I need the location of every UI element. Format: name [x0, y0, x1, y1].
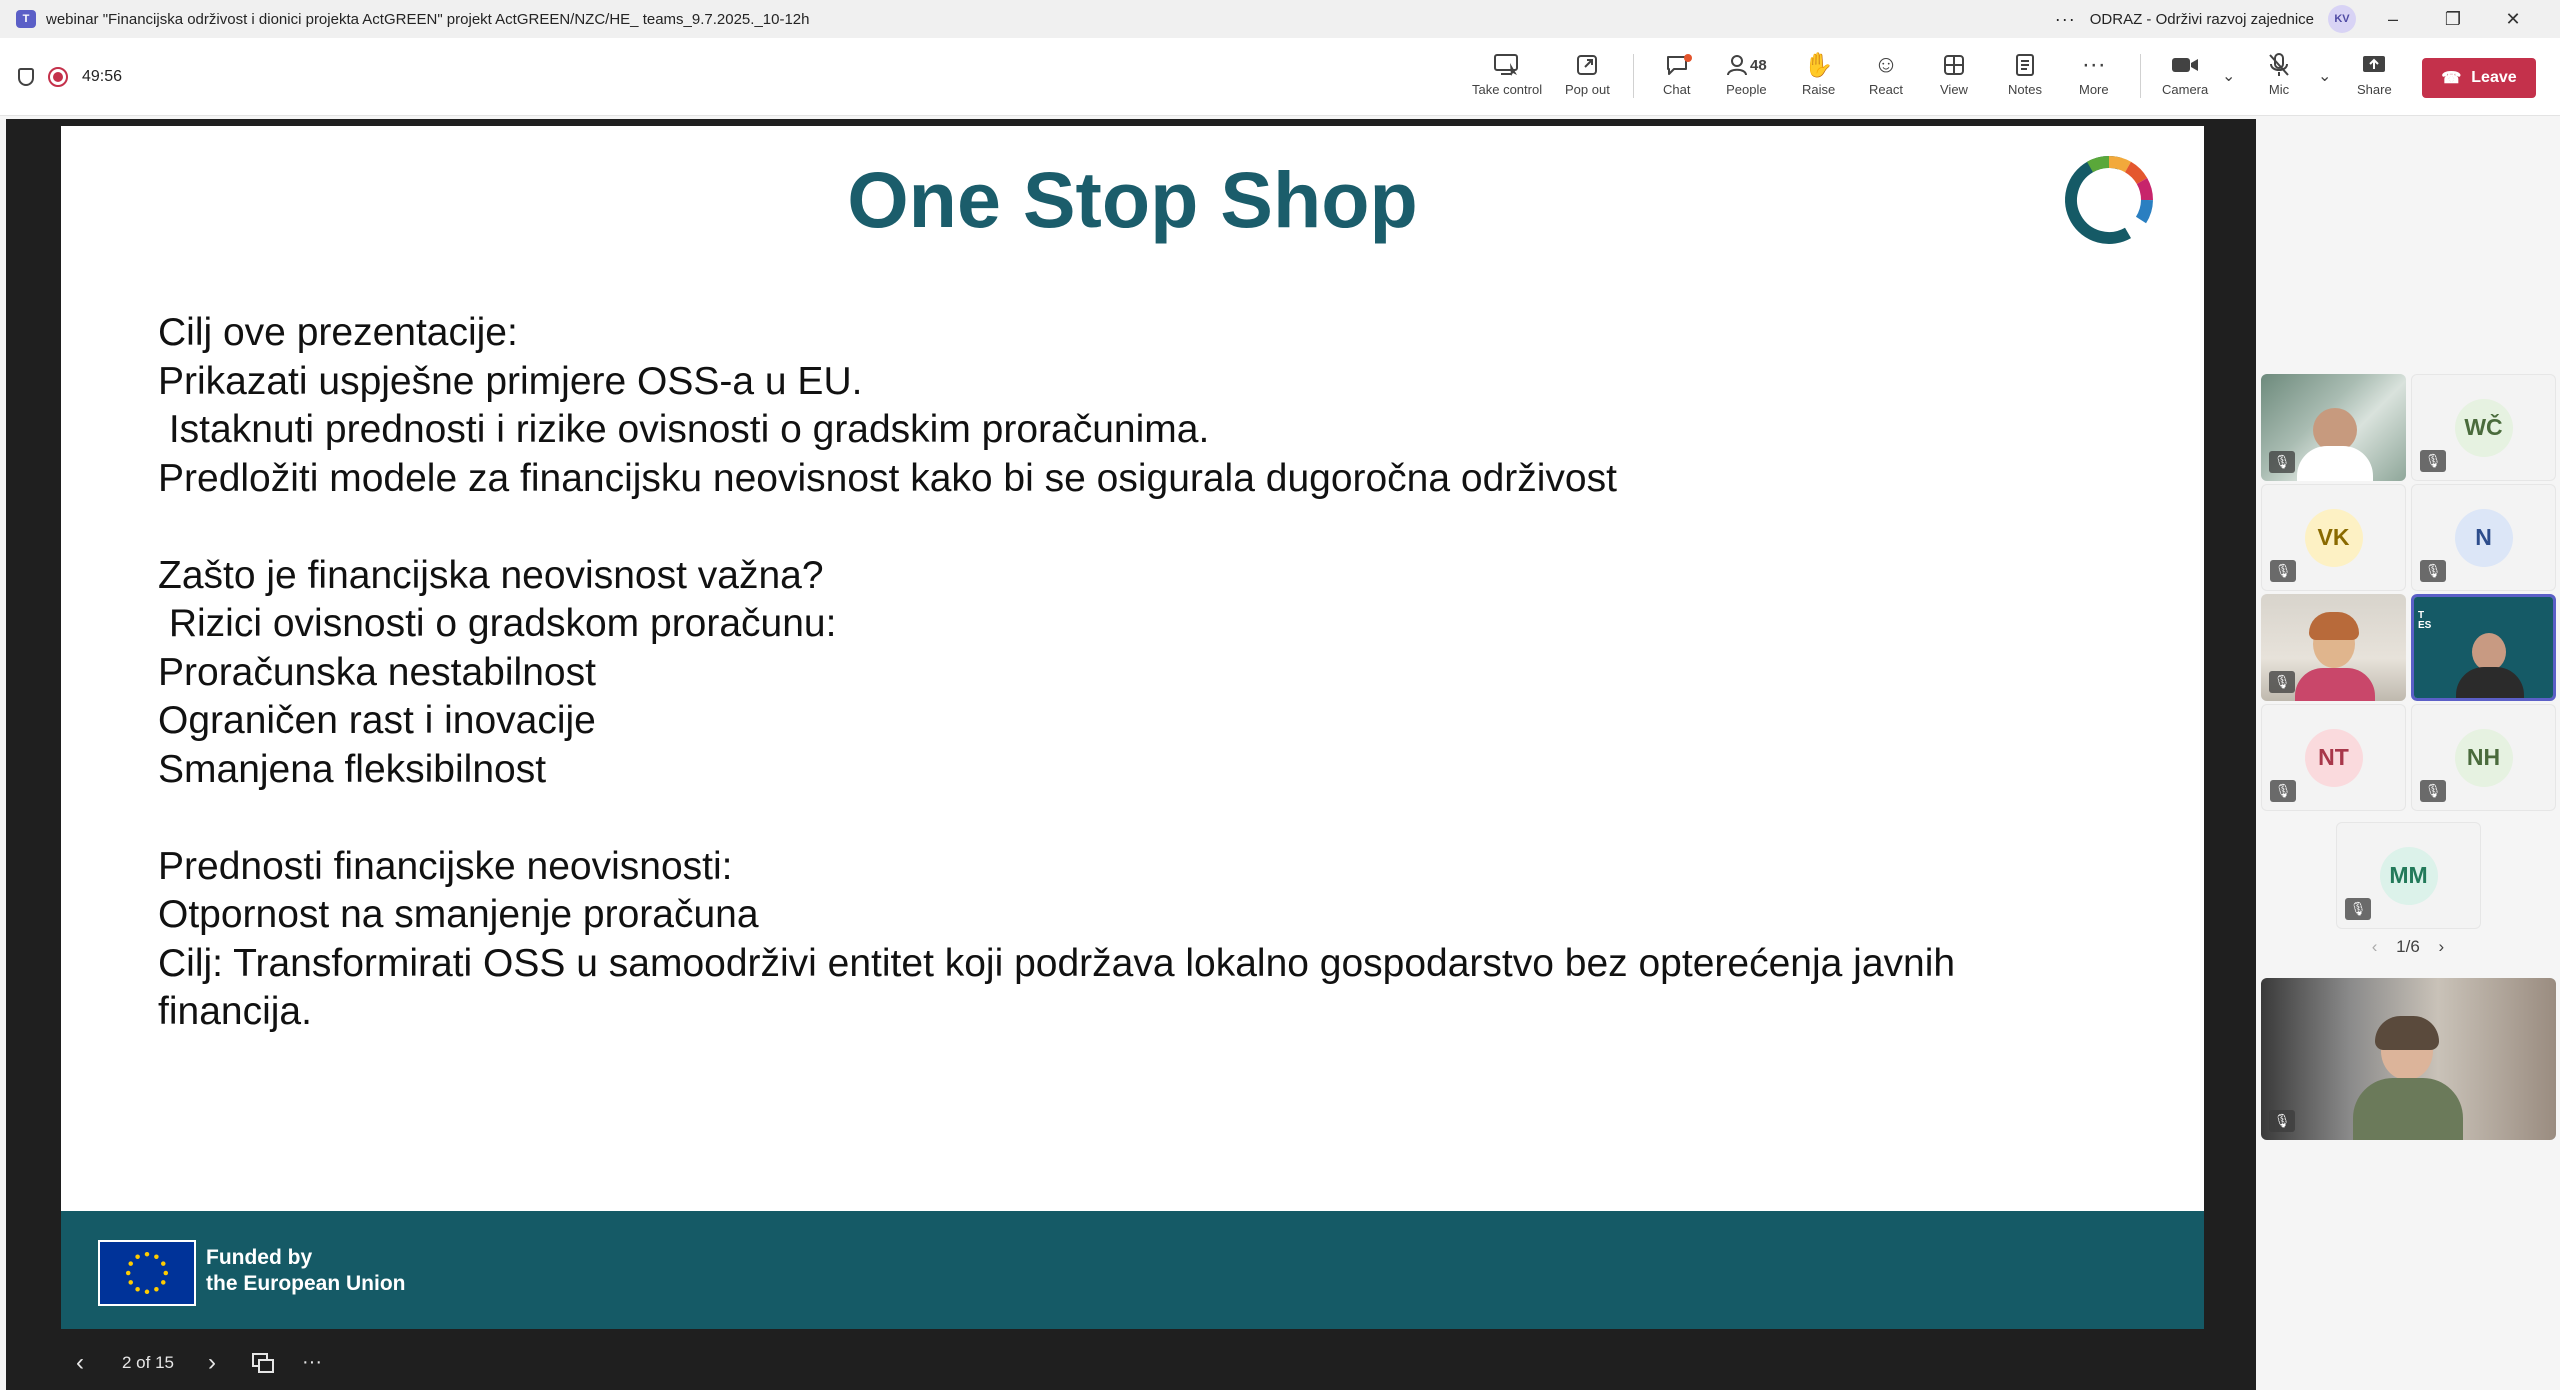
participant-avatar: N	[2455, 509, 2513, 567]
next-page-icon[interactable]: ›	[2438, 937, 2445, 956]
account-avatar[interactable]: KV	[2328, 5, 2356, 33]
participant-video-1[interactable]	[2261, 374, 2406, 481]
self-view-video[interactable]	[2261, 978, 2556, 1140]
muted-mic-icon: 🎙	[2270, 780, 2296, 802]
muted-mic-icon: 🎙	[2420, 780, 2446, 802]
participant-wc[interactable]	[2411, 374, 2556, 481]
slide-body	[158, 309, 2148, 1037]
mic-label: Mic	[2268, 82, 2290, 97]
participant-avatar: NH	[2455, 729, 2513, 787]
share-icon	[2361, 48, 2387, 82]
slide-text-line: Otpornost na smanjenje proračuna	[158, 893, 759, 936]
slide-text-line: Cilj: Transformirati OSS u samoodrživi entitet koji podržava lokalno gospodarstvo bez opterećenja javnih	[158, 941, 1956, 985]
eu-star	[126, 1271, 131, 1276]
participant-avatar: NT	[2305, 729, 2363, 787]
participant-avatar: MM	[2380, 847, 2438, 905]
slide-text-line: financija.	[158, 990, 312, 1033]
meeting-timer: 49:56	[82, 68, 123, 85]
eu-star	[128, 1261, 133, 1266]
slide-text-line: Prednosti financijske neovisnosti:	[158, 844, 733, 888]
mic-button[interactable]	[2267, 48, 2291, 97]
more-button[interactable]	[2079, 48, 2109, 97]
slide-counter: 2 of 15	[122, 1352, 174, 1372]
participant-video-2[interactable]	[2261, 594, 2406, 701]
chat-label: Chat	[1663, 82, 1691, 97]
funded-line-2: the European Union	[206, 1272, 406, 1295]
react-label: React	[1869, 82, 1903, 97]
participant-nh[interactable]	[2411, 704, 2556, 811]
slide-text-line: Istaknuti prednosti i rizike ovisnosti o gradskim proračunima.	[158, 408, 1210, 451]
camera-button[interactable]	[2162, 48, 2208, 97]
participant-avatar: VK	[2305, 509, 2363, 567]
more-label: More	[2079, 82, 2109, 97]
slide-text-line: Rizici ovisnosti o gradskom proračunu:	[158, 602, 837, 645]
eu-flag-icon	[98, 1240, 196, 1306]
raise-hand-button[interactable]	[1802, 48, 1835, 97]
participant-avatar: WČ	[2455, 399, 2513, 457]
eu-star	[128, 1280, 133, 1285]
take-control-label: Take control	[1472, 82, 1543, 97]
muted-mic-icon: 🎙	[2345, 898, 2371, 920]
slide-text-line: Smanjena fleksibilnost	[158, 747, 547, 791]
slide-navigation-bar	[6, 1335, 2256, 1390]
teams-app-icon: T	[16, 10, 36, 28]
raise-label: Raise	[1802, 82, 1836, 97]
participant-video-presenter[interactable]: T ES	[2411, 594, 2556, 701]
slide-text-line: Ograničen rast i inovacije	[158, 699, 596, 742]
slide-blank-line	[158, 794, 2148, 843]
toolbar-divider	[2140, 54, 2141, 98]
eu-star	[135, 1254, 140, 1259]
slide-grid-icon[interactable]	[252, 1353, 274, 1373]
chat-icon	[1664, 48, 1690, 82]
slide-more-options-icon[interactable]: ···	[302, 1351, 322, 1373]
more-options-icon[interactable]: ···	[2054, 8, 2076, 29]
react-button[interactable]	[1869, 48, 1903, 97]
slide-text-line: Zašto je financijska neovisnost važna?	[158, 553, 824, 597]
take-control-button[interactable]	[1472, 48, 1542, 97]
ellipsis-icon: ···	[2081, 51, 2106, 78]
slide-title: One Stop Shop	[847, 155, 1418, 244]
circular-logo-icon	[2059, 150, 2159, 250]
muted-mic-icon: 🎙	[2270, 560, 2296, 582]
window-title: webinar "Financijska održivost i dionici projekta ActGREEN" projekt ActGREEN/NZC/HE_ teams_9.7.2025._10-12h	[46, 10, 810, 28]
people-icon	[1726, 48, 1767, 82]
shield-icon[interactable]	[18, 68, 34, 86]
presentation-slide	[61, 126, 2204, 1329]
toolbar-divider	[1633, 54, 1634, 98]
eu-star	[145, 1290, 150, 1295]
eu-star	[154, 1254, 159, 1259]
notes-icon	[2014, 48, 2036, 82]
people-label: People	[1726, 82, 1767, 97]
muted-mic-icon: 🎙	[2420, 560, 2446, 582]
slide-text-line: Cilj ove prezentacije:	[158, 311, 518, 354]
grid-view-icon	[1942, 48, 1966, 82]
share-label: Share	[2357, 82, 2392, 97]
camera-options-chevron-icon[interactable]: ⌄	[2222, 68, 2236, 85]
slide-footer	[61, 1211, 2204, 1329]
meeting-toolbar	[0, 38, 2560, 116]
close-icon[interactable]: ✕	[2505, 8, 2521, 29]
muted-mic-icon: 🎙	[2269, 451, 2295, 473]
previous-slide-icon[interactable]: ‹	[76, 1348, 84, 1376]
chat-button[interactable]	[1663, 48, 1690, 97]
recording-icon	[48, 67, 68, 87]
smiley-icon: ☺	[1873, 51, 1899, 78]
next-slide-icon[interactable]: ›	[208, 1348, 216, 1376]
screen-cursor-icon	[1493, 48, 1521, 82]
view-label: View	[1940, 82, 1968, 97]
eu-star	[161, 1261, 166, 1266]
minimize-icon[interactable]: –	[2387, 8, 2398, 29]
account-name[interactable]: ODRAZ - Održivi razvoj zajednice	[2089, 10, 2314, 28]
muted-mic-icon: 🎙	[2269, 1110, 2295, 1132]
slide-text-line: Proračunska nestabilnost	[158, 650, 596, 694]
pop-out-label: Pop out	[1565, 82, 1610, 97]
hand-icon: ✋	[1803, 51, 1834, 79]
shared-content-stage	[6, 119, 2256, 1390]
eu-star	[145, 1252, 150, 1257]
slide-blank-line	[158, 503, 2148, 552]
eu-star	[154, 1287, 159, 1292]
participant-page-indicator: 1/6	[2396, 937, 2420, 956]
share-button[interactable]	[2357, 48, 2392, 97]
eu-star	[135, 1287, 140, 1292]
slide-text-line: Prikazati uspješne primjere OSS-a u EU.	[158, 359, 863, 403]
funded-line-1: Funded by	[206, 1246, 313, 1269]
people-count: 48	[1750, 56, 1767, 74]
notes-button[interactable]	[2008, 48, 2042, 97]
pop-out-icon	[1575, 48, 1599, 82]
participant-n[interactable]	[2411, 484, 2556, 591]
people-button[interactable]	[1726, 48, 1767, 97]
notes-label: Notes	[2008, 82, 2042, 97]
mic-options-chevron-icon[interactable]: ⌄	[2318, 68, 2332, 85]
muted-mic-icon: 🎙	[2269, 671, 2295, 693]
previous-page-icon[interactable]: ‹	[2371, 937, 2378, 956]
camera-icon	[2171, 48, 2199, 82]
muted-mic-icon: 🎙	[2420, 450, 2446, 472]
slide-text-line: Predložiti modele za financijsku neovisnost kako bi se osigurala dugoročna održivost	[158, 456, 1617, 500]
pop-out-button[interactable]	[1565, 48, 1610, 97]
restore-icon[interactable]: ❐	[2444, 8, 2462, 29]
participant-pager	[2256, 937, 2560, 957]
leave-button[interactable]	[2422, 58, 2536, 98]
funded-by-eu-text	[206, 1245, 406, 1297]
view-button[interactable]	[1940, 48, 1968, 97]
camera-label: Camera	[2162, 82, 2209, 97]
leave-label: Leave	[2471, 69, 2517, 86]
mic-off-icon	[2267, 48, 2291, 82]
window-title-bar	[0, 0, 2560, 38]
participant-vk[interactable]	[2261, 484, 2406, 591]
phone-hangup-icon: ☎	[2441, 70, 2462, 87]
participant-mm[interactable]	[2336, 822, 2481, 929]
participants-panel	[2256, 119, 2560, 1390]
eu-star	[164, 1271, 169, 1276]
participant-nt[interactable]	[2261, 704, 2406, 811]
eu-star	[161, 1280, 166, 1285]
